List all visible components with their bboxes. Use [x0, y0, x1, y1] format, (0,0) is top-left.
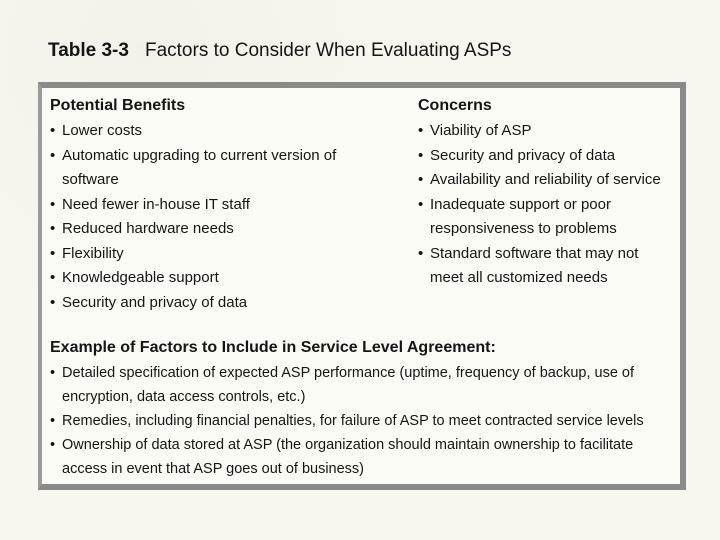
benefit-item: • Automatic upgrading to current version of software [50, 144, 352, 193]
concern-item: • Standard software that may not meet all customized needs [418, 242, 670, 291]
benefits-heading: Potential Benefits [50, 97, 186, 114]
sla-heading: Example of Factors to Include in Service Level Agreement: [50, 339, 496, 356]
benefit-item: • Lower costs [50, 119, 380, 144]
benefit-item: • Security and privacy of data [50, 291, 380, 316]
benefits-list [50, 119, 380, 315]
benefit-item: • Knowledgeable support [50, 266, 380, 291]
benefit-item: • Flexibility [50, 242, 380, 267]
sla-list [50, 361, 678, 481]
concern-item: • Security and privacy of data [418, 144, 680, 169]
concern-item: • Inadequate support or poor responsiveness to problems [418, 193, 650, 242]
concern-item: • Viability of ASP [418, 119, 680, 144]
table-caption: Factors to Consider When Evaluating ASPs [144, 40, 512, 61]
concerns-list [418, 119, 680, 291]
concern-item: • Availability and reliability of service [418, 168, 680, 193]
sla-item: • Detailed specification of expected ASP performance (uptime, frequency of backup, use of encryption, data access controls, etc.) [50, 361, 678, 409]
table-title [48, 40, 511, 62]
benefit-item: • Need fewer in-house IT staff [50, 193, 380, 218]
sla-item: • Remedies, including financial penalties, for failure of ASP to meet contracted service levels [50, 409, 678, 433]
sla-item: • Ownership of data stored at ASP (the organization should maintain ownership to facilitate access in event that ASP goes out of business) [50, 433, 678, 481]
concerns-heading: Concerns [418, 97, 492, 114]
table-number: Table 3-3 [48, 40, 129, 61]
benefit-item: • Reduced hardware needs [50, 217, 380, 242]
